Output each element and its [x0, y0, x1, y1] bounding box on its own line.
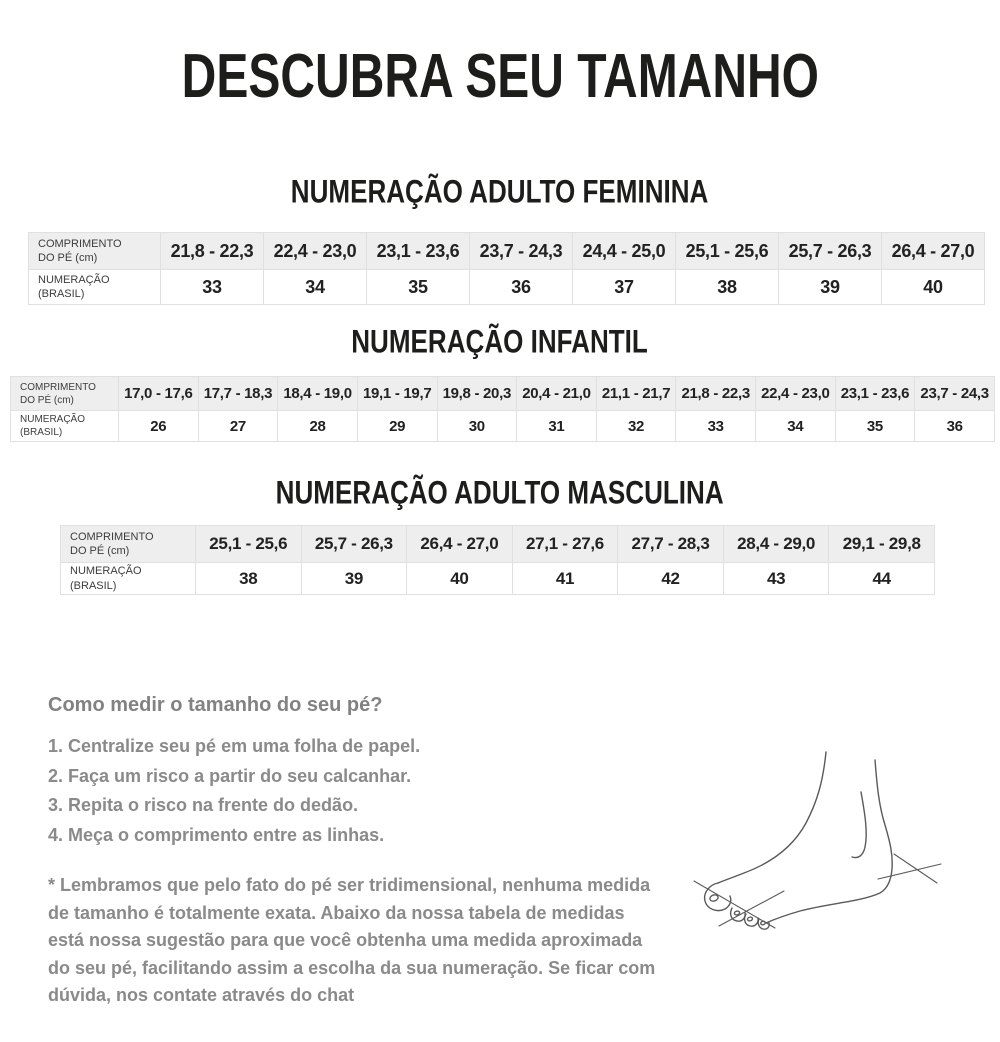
- foot-length-row: [29, 233, 985, 270]
- shoe-size-cell: 28: [278, 411, 358, 442]
- shoe-size-row: [11, 411, 995, 442]
- foot-length-cell: 24,4 - 25,0: [573, 233, 676, 270]
- instruction-step: 1. Centralize seu pé em uma folha de papel.: [48, 736, 421, 756]
- size-table-adulto-feminina: [28, 232, 985, 305]
- size-guide-page: [0, 42, 1000, 1042]
- foot-length-cell: 20,4 - 21,0: [517, 377, 597, 411]
- shoe-size-cell: 26: [119, 411, 199, 442]
- foot-length-cell: 25,7 - 26,3: [779, 233, 882, 270]
- shoe-size-cell: 35: [835, 411, 915, 442]
- foot-length-cell: 25,1 - 25,6: [196, 526, 302, 563]
- instruction-step: 4. Meça o comprimento entre as linhas.: [48, 824, 385, 845]
- foot-length-cell: 21,1 - 21,7: [596, 377, 676, 411]
- foot-length-cell: 22,4 - 23,0: [756, 377, 836, 411]
- shoe-size-cell: 32: [596, 411, 676, 442]
- shoe-size-cell: 36: [470, 270, 573, 305]
- instruction-step: 3. Repita o risco na frente do dedão.: [48, 795, 359, 815]
- shoe-size-cell: 35: [367, 270, 470, 305]
- shoe-size-cell: 38: [676, 270, 779, 305]
- foot-length-cell: 29,1 - 29,8: [829, 526, 935, 563]
- foot-length-cell: 23,1 - 23,6: [835, 377, 915, 411]
- shoe-size-cell: 38: [196, 563, 302, 595]
- page-title: DESCUBRA SEU TAMANHO: [181, 40, 819, 111]
- instructions-heading: Como medir o tamanho do seu pé?: [48, 694, 383, 716]
- foot-length-cell: 18,4 - 19,0: [278, 377, 358, 411]
- shoe-size-cell: 36: [915, 411, 995, 442]
- foot-measurement-illustration-icon: [678, 730, 990, 976]
- shoe-size-row: [61, 563, 935, 595]
- foot-length-row-label: COMPRIMENTO DO PÉ (cm): [11, 377, 119, 411]
- foot-length-cell: 21,8 - 22,3: [676, 377, 756, 411]
- shoe-size-cell: 34: [756, 411, 836, 442]
- shoe-size-cell: 39: [301, 563, 407, 595]
- shoe-size-cell: 33: [676, 411, 756, 442]
- size-table-infantil: [10, 376, 995, 442]
- size-table-adulto-masculina: [60, 525, 935, 595]
- shoe-size-cell: 29: [357, 411, 437, 442]
- shoe-size-row-label: NUMERAÇÃO (BRASIL): [29, 270, 161, 305]
- foot-length-cell: 26,4 - 27,0: [882, 233, 985, 270]
- foot-length-cell: 19,1 - 19,7: [357, 377, 437, 411]
- foot-length-cell: 19,8 - 20,3: [437, 377, 517, 411]
- instructions-steps: [48, 732, 660, 850]
- disclaimer-note: * Lembramos que pelo fato do pé ser tridimensional, nenhuma medida de tamanho é totalmente exata. Abaixo da nossa tabela de medidas está nossa sugestão para que você obtenha uma medida aproximada do seu pé, facilitando assim a escolha da sua numeração. Se ficar com dúvida, nos contate através do chat: [48, 875, 656, 1005]
- shoe-size-cell: 34: [264, 270, 367, 305]
- shoe-size-cell: 27: [198, 411, 278, 442]
- measuring-instructions: [48, 692, 660, 1010]
- shoe-size-cell: 43: [723, 563, 829, 595]
- shoe-size-row-label: NUMERAÇÃO (BRASIL): [11, 411, 119, 442]
- foot-length-cell: 17,7 - 18,3: [198, 377, 278, 411]
- section-heading-infantil: NUMERAÇÃO INFANTIL: [351, 322, 649, 361]
- section-heading-adulto-feminina: NUMERAÇÃO ADULTO FEMININA: [291, 172, 709, 211]
- foot-length-cell: 17,0 - 17,6: [119, 377, 199, 411]
- foot-length-row: [11, 377, 995, 411]
- foot-length-cell: 23,1 - 23,6: [367, 233, 470, 270]
- shoe-size-row: [29, 270, 985, 305]
- foot-length-cell: 27,7 - 28,3: [618, 526, 724, 563]
- shoe-size-cell: 33: [161, 270, 264, 305]
- shoe-size-cell: 44: [829, 563, 935, 595]
- foot-length-row-label: COMPRIMENTO DO PÉ (cm): [61, 526, 196, 563]
- foot-length-cell: 22,4 - 23,0: [264, 233, 367, 270]
- shoe-size-cell: 40: [882, 270, 985, 305]
- shoe-size-row-label: NUMERAÇÃO (BRASIL): [61, 563, 196, 595]
- foot-length-cell: 26,4 - 27,0: [407, 526, 513, 563]
- foot-length-cell: 27,1 - 27,6: [512, 526, 618, 563]
- foot-length-cell: 21,8 - 22,3: [161, 233, 264, 270]
- shoe-size-cell: 37: [573, 270, 676, 305]
- foot-length-cell: 28,4 - 29,0: [723, 526, 829, 563]
- shoe-size-cell: 42: [618, 563, 724, 595]
- foot-length-cell: 23,7 - 24,3: [915, 377, 995, 411]
- shoe-size-cell: 39: [779, 270, 882, 305]
- instruction-step: 2. Faça um risco a partir do seu calcanhar.: [48, 765, 412, 786]
- shoe-size-cell: 30: [437, 411, 517, 442]
- shoe-size-cell: 31: [517, 411, 597, 442]
- shoe-size-cell: 41: [512, 563, 618, 595]
- foot-length-cell: 25,1 - 25,6: [676, 233, 779, 270]
- foot-length-row-label: COMPRIMENTO DO PÉ (cm): [29, 233, 161, 270]
- foot-length-cell: 23,7 - 24,3: [470, 233, 573, 270]
- shoe-size-cell: 40: [407, 563, 513, 595]
- foot-length-cell: 25,7 - 26,3: [301, 526, 407, 563]
- foot-length-row: [61, 526, 935, 563]
- section-heading-adulto-masculina: NUMERAÇÃO ADULTO MASCULINA: [276, 473, 724, 512]
